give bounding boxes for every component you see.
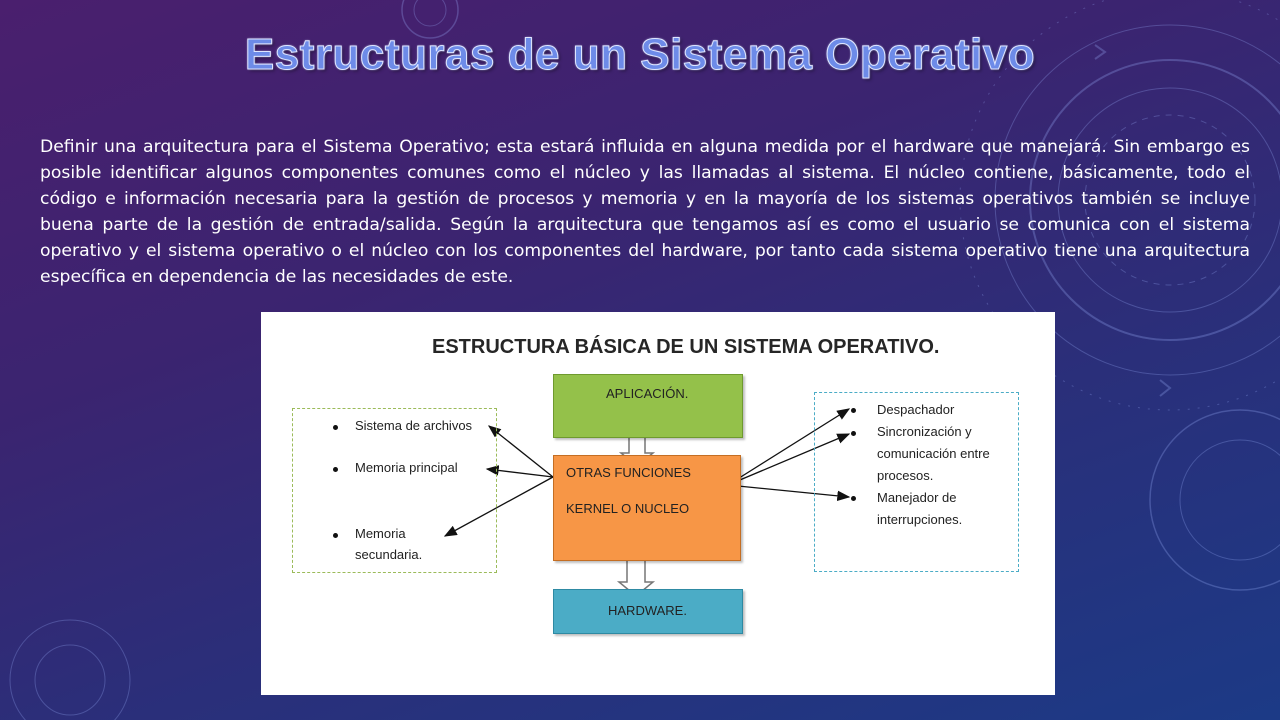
slide-paragraph: Definir una arquitectura para el Sistema Operativo; esta estará influida en alguna medida por el hardware que manejará. Sin embargo es posible identificar algunos componentes comunes como el núcleo y las llamadas al sistema. El núcleo contiene, básicamente, todo el código e información necesaria para la gestión de procesos y memoria y en la mayoría de los sistemas operativos también se incluye buena parte de la gestión de entrada/salida. Según la arquitectura que tengamos así es como el usuario se comunica con el sistema operativo y el sistema operativo o el núcleo con los componentes del hardware, por tanto cada sistema operativo tiene una arquitectura específica en dependencia de las necesidades de este. [40, 137, 1250, 287]
left-components-box [292, 408, 497, 573]
left-item-secundaria: secundaria. [355, 547, 423, 562]
right-item-comunicacion: comunicación entre [877, 446, 990, 461]
arrow-to-archivos [489, 426, 553, 477]
left-item-archivos: Sistema de archivos [355, 418, 473, 433]
left-item-memoria: Memoria [355, 526, 406, 541]
right-item-procesos: procesos. [877, 468, 934, 483]
bullet-dot [333, 467, 338, 472]
bullet-dot [333, 425, 338, 430]
bullet-dot [851, 431, 856, 436]
application-label: APLICACIÓN. [606, 386, 689, 401]
kernel-label: KERNEL O NUCLEO [566, 501, 690, 516]
right-item-interrupciones: interrupciones. [877, 512, 963, 527]
hardware-box [553, 589, 743, 634]
bullet-dot [851, 496, 856, 501]
application-box [553, 374, 743, 438]
bullet-dot [333, 533, 338, 538]
hardware-label: HARDWARE. [608, 603, 687, 618]
other-functions-label: OTRAS FUNCIONES [566, 465, 691, 480]
left-item-memoria-principal: Memoria principal [355, 460, 458, 475]
right-components-box [814, 392, 1019, 572]
right-item-despachador: Despachador [877, 402, 955, 417]
diagram-title: ESTRUCTURA BÁSICA DE UN SISTEMA OPERATIVO. [432, 336, 940, 358]
slide-title: Estructuras de un Sistema Operativo [244, 30, 1036, 79]
right-item-manejador: Manejador de [877, 490, 957, 505]
right-item-sincronizacion: Sincronización y [877, 424, 972, 439]
bullet-dot [851, 408, 856, 413]
kernel-box [553, 455, 741, 561]
architecture-diagram [261, 312, 1055, 695]
